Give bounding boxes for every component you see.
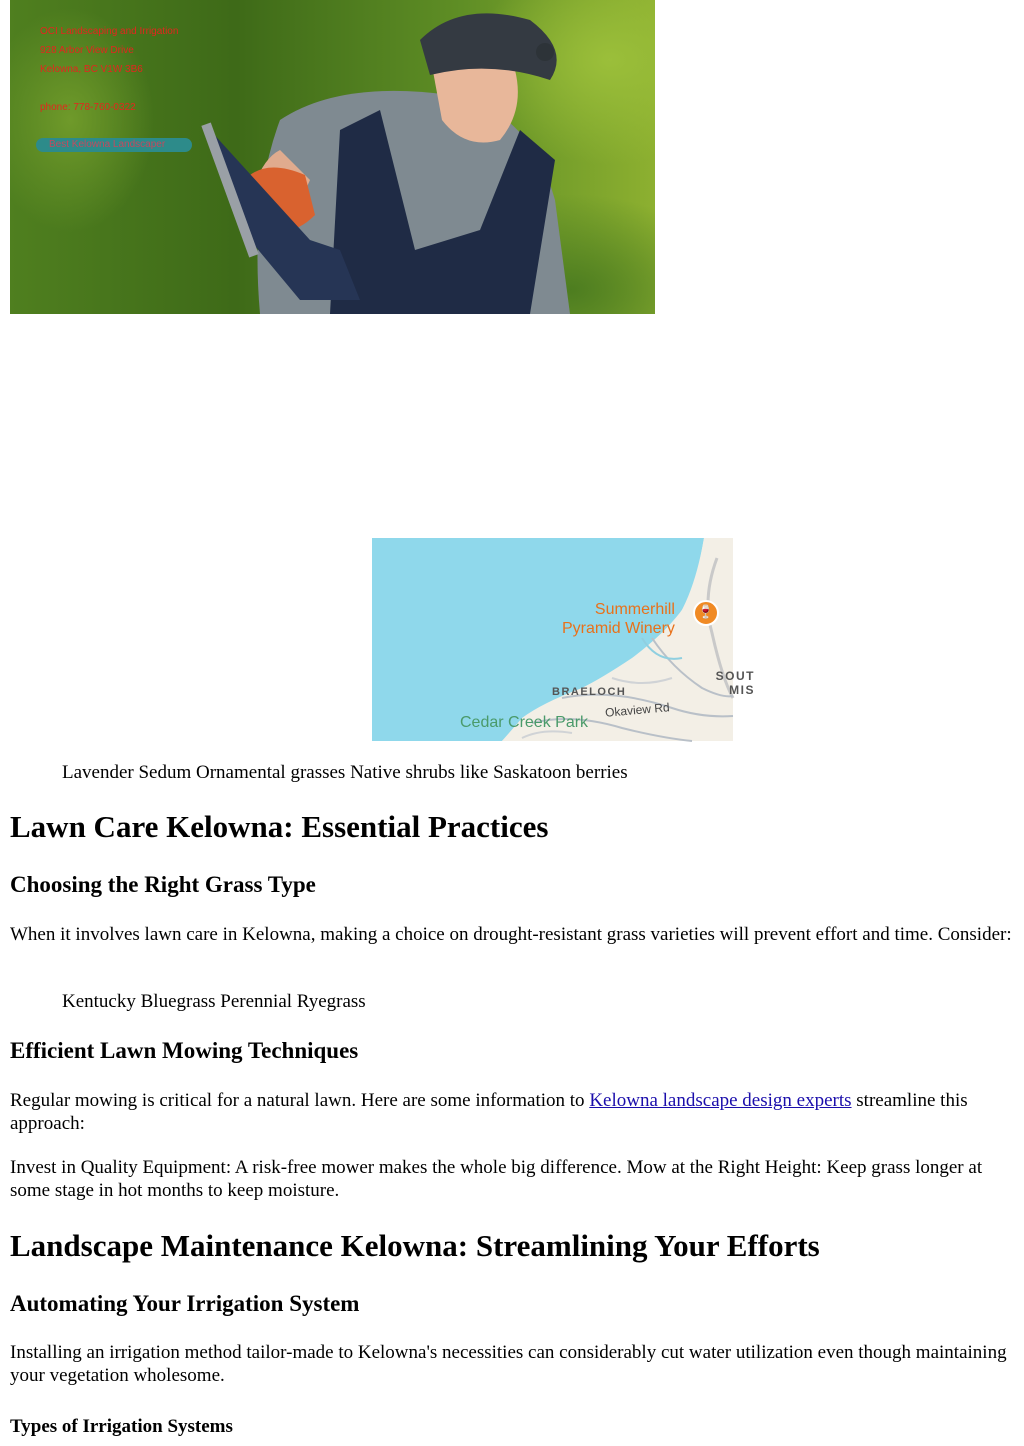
company-name: OCI Landscaping and Irrigation: [40, 26, 179, 37]
phone-number: phone: 778-760-0322: [40, 102, 136, 113]
heading-grass-type: Choosing the Right Grass Type: [10, 872, 316, 897]
district-label: BRAELOCH: [552, 686, 627, 698]
landscape-design-link[interactable]: Kelowna landscape design experts: [589, 1090, 852, 1111]
park-label: Cedar Creek Park: [460, 714, 589, 731]
south-mission-label: SOUT MIS: [715, 669, 755, 697]
address-line-2: Kelowna, BC V1W 3B6: [40, 64, 143, 75]
paragraph-mowing: Regular mowing is critical for a natural lawn. Here are some information to Kelowna landscape design experts streamline this approach:: [10, 1090, 968, 1134]
best-landscaper-button[interactable]: Best Kelowna Landscaper: [36, 138, 192, 152]
paragraph-grass: When it involves lawn care in Kelowna, making a choice on drought-resistant grass varieties will prevent effort and time. Consider:: [10, 924, 1012, 945]
hero-photo: [10, 0, 655, 314]
plants-list: Lavender Sedum Ornamental grasses Native shrubs like Saskatoon berries: [62, 762, 628, 783]
spacer: [40, 79, 178, 98]
winery-label: Summerhill Pyramid Winery: [562, 601, 675, 637]
paragraph-equipment: Invest in Quality Equipment: A risk-free mower makes the whole big difference. Mow at the Right Height: Keep grass longer at some stage in hot months to keep moisture.: [10, 1157, 983, 1201]
heading-irrigation-types: Types of Irrigation Systems: [10, 1416, 233, 1437]
address-line-1: 928 Arbor View Drive: [40, 45, 134, 56]
heading-lawn-care: Lawn Care Kelowna: Essential Practices: [10, 809, 549, 844]
heading-irrigation: Automating Your Irrigation System: [10, 1291, 360, 1316]
heading-mowing: Efficient Lawn Mowing Techniques: [10, 1038, 359, 1063]
business-contact-block: [40, 22, 178, 117]
map-canvas: [372, 538, 733, 741]
heading-maintenance: Landscape Maintenance Kelowna: Streamlining Your Efforts: [10, 1228, 820, 1263]
grass-list: Kentucky Bluegrass Perennial Ryegrass: [62, 991, 366, 1012]
location-map[interactable]: [372, 538, 755, 741]
paragraph-irrigation: Installing an irrigation method tailor-made to Kelowna's necessities can considerably cut water utilization even though maintaining your vegetation wholesome.: [10, 1342, 1007, 1386]
road-label: Okaview Rd: [604, 700, 671, 720]
winery-pin-icon[interactable]: 🍷: [693, 600, 719, 626]
